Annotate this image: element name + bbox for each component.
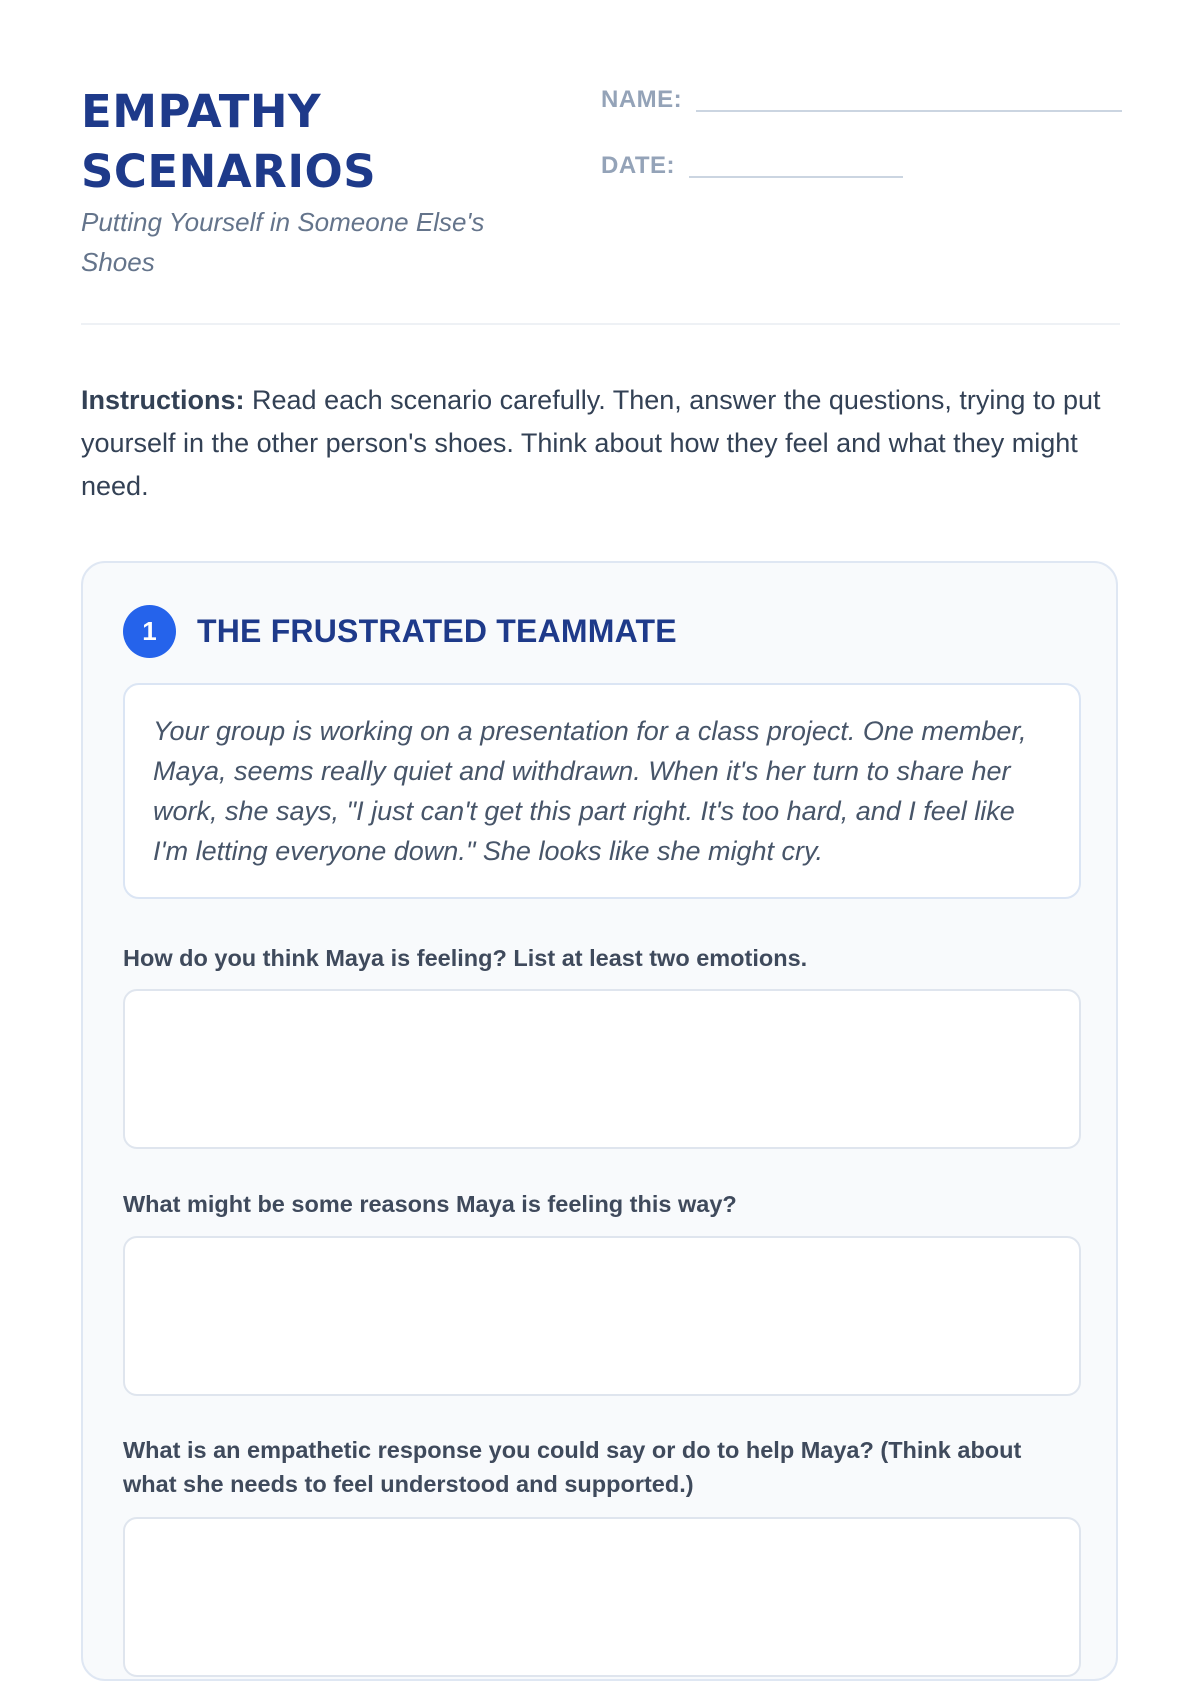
- answer-box[interactable]: [123, 989, 1081, 1149]
- worksheet-header: [81, 0, 1120, 325]
- page-subtitle: Putting Yourself in Someone Else's Shoes: [81, 207, 485, 277]
- scenario-number-badge: 1: [123, 605, 176, 658]
- name-field-row: [601, 86, 1122, 114]
- answer-box[interactable]: [123, 1517, 1081, 1677]
- answer-box[interactable]: [123, 1236, 1081, 1396]
- instructions-text: Read each scenario carefully. Then, answer the questions, trying to put yourself in the other person's shoes. Think about how they feel and what they might need.: [81, 385, 1101, 501]
- name-label: NAME:: [601, 86, 683, 113]
- worksheet-page: [81, 0, 1120, 1497]
- date-field-row: [601, 152, 903, 180]
- scenario-title: THE FRUSTRATED TEAMMATE: [197, 613, 677, 649]
- page-title: EMPATHY SCENARIOS: [81, 85, 377, 198]
- scenario-heading: [123, 605, 677, 658]
- question-label: What might be some reasons Maya is feeling this way?: [123, 1191, 737, 1217]
- instructions: [81, 379, 1111, 508]
- scenario-text: Your group is working on a presentation for a class project. One member, Maya, seems really quiet and withdrawn. When it's her turn to share her work, she says, "I just can't get this part right. It's too hard, and I feel like I'm letting everyone down." She looks like she might cry.: [123, 683, 1081, 899]
- question-label: What is an empathetic response you could say or do to help Maya? (Think about what she needs to feel understood and supported.): [123, 1437, 1022, 1497]
- date-field[interactable]: [689, 158, 903, 178]
- scenario-card: [81, 561, 1118, 1681]
- question-label: How do you think Maya is feeling? List at least two emotions.: [123, 945, 808, 971]
- date-label: DATE:: [601, 152, 676, 179]
- name-field[interactable]: [696, 92, 1122, 112]
- instructions-lead: Instructions:: [81, 385, 245, 415]
